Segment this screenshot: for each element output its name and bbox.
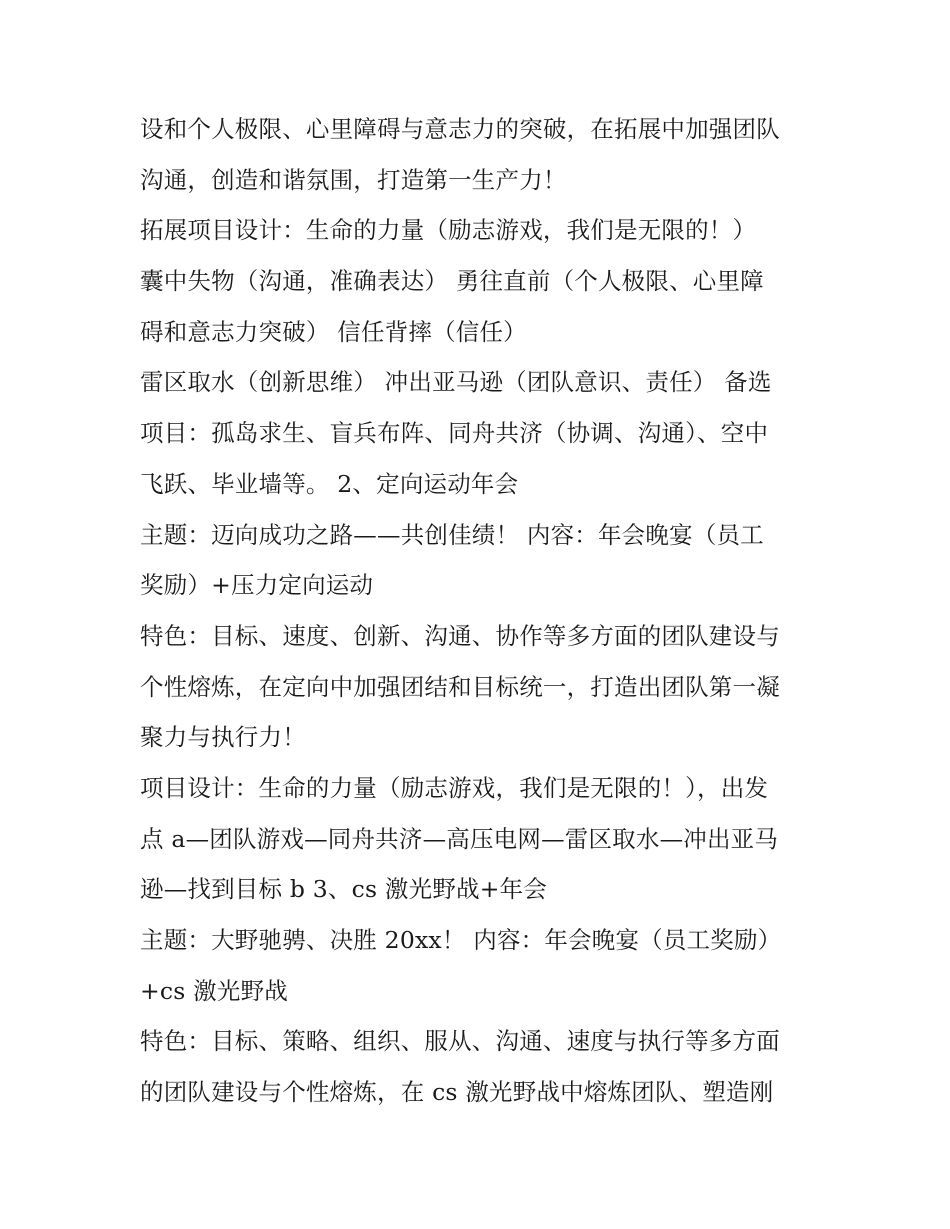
text-line: 拓展项目设计：生命的力量（励志游戏，我们是无限的！） bbox=[140, 216, 757, 245]
text-line: 主题：大野驰骋、决胜 20xx！ 内容：年会晚宴（员工奖励） bbox=[140, 926, 782, 954]
text-line: 主题：迈向成功之路——共创佳绩！ 内容：年会晚宴（员工 bbox=[140, 520, 764, 549]
text-line: 特色：目标、速度、创新、沟通、协作等多方面的团队建设与 bbox=[140, 621, 780, 650]
text-line: 逊—找到目标 b 3、cs 激光野战+年会 bbox=[140, 875, 548, 904]
text-line: 聚力与执行力！ bbox=[140, 723, 306, 752]
text-line: 飞跃、毕业墙等。 2、定向运动年会 bbox=[140, 469, 519, 498]
body-text bbox=[140, 104, 830, 1118]
text-line: 沟通，创造和谐氛围，打造第一生产力！ bbox=[140, 165, 567, 194]
text-line: 点 a—团队游戏—同舟共济—高压电网—雷区取水—冲出亚马 bbox=[140, 824, 779, 853]
text-line: 囊中失物（沟通，准确表达） 勇往直前（个人极限、心里障 bbox=[140, 267, 764, 296]
text-line: 项目：孤岛求生、盲兵布阵、同舟共济（协调、沟通）、空中 bbox=[140, 419, 769, 448]
text-line: +cs 激光野战 bbox=[140, 976, 288, 1005]
text-line: 设和个人极限、心里障碍与意志力的突破，在拓展中加强团队 bbox=[140, 115, 780, 143]
text-line: 奖励）+压力定向运动 bbox=[140, 571, 374, 600]
text-line: 碍和意志力突破） 信任背摔（信任） bbox=[140, 317, 527, 346]
text-line: 项目设计：生命的力量（励志游戏，我们是无限的！），出发 bbox=[140, 773, 769, 802]
text-line: 的团队建设与个性熔炼，在 cs 激光野战中熔炼团队、塑造刚 bbox=[140, 1078, 774, 1107]
text-line: 雷区取水（创新思维） 冲出亚马逊（团队意识、责任） 备选 bbox=[140, 368, 772, 397]
text-line: 特色：目标、策略、组织、服从、沟通、速度与执行等多方面 bbox=[140, 1027, 780, 1056]
text-line: 个性熔炼，在定向中加强团结和目标统一，打造出团队第一凝 bbox=[140, 672, 780, 701]
